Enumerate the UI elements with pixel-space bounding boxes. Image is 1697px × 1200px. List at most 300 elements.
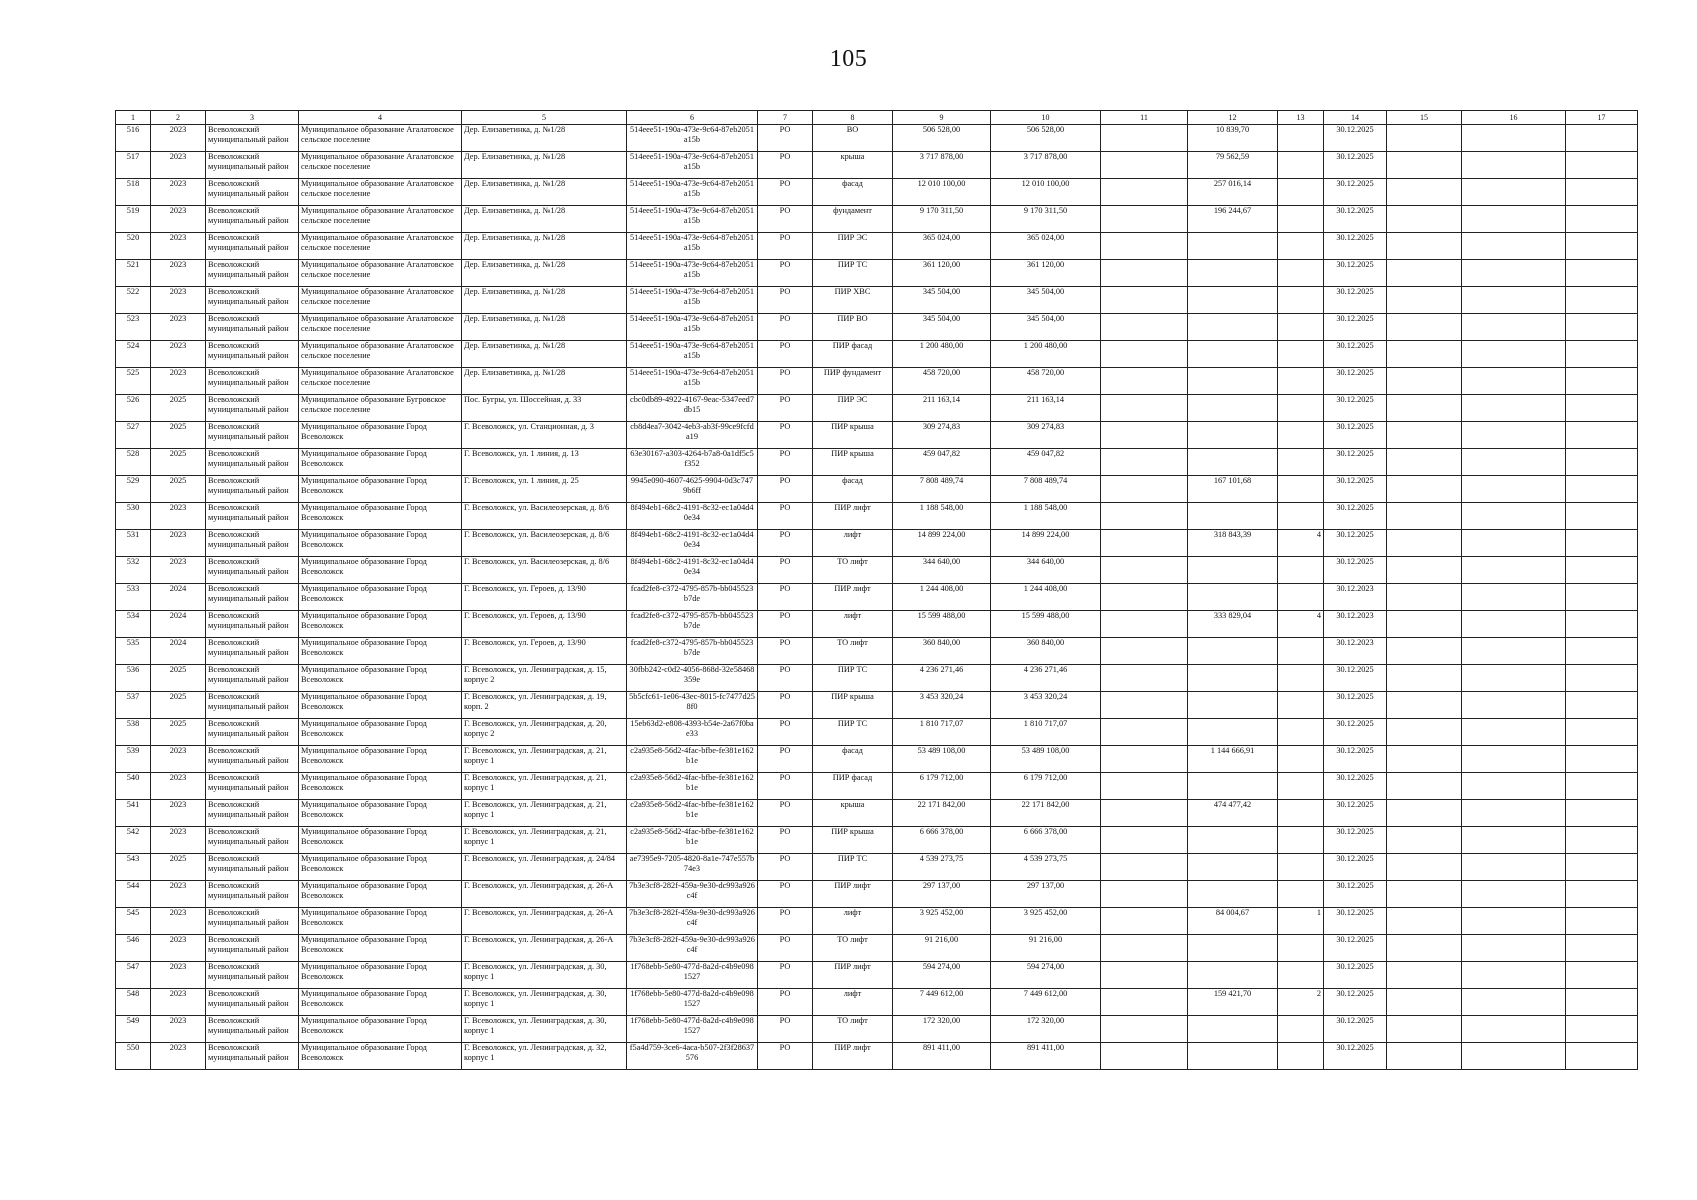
type-cell: РО [758,638,813,665]
cell-11 [1101,422,1188,449]
cell-17 [1566,341,1638,368]
address-cell: Г. Всеволожск, ул. Василеозерская, д. 8/6 [462,557,627,584]
table-row [116,233,1638,260]
cost-share-cell [1188,314,1278,341]
municipality-cell: Муниципальное образование Город Всеволожск [299,827,462,854]
cell-15 [1387,260,1462,287]
code-cell: c2a935e8-56d2-4fac-bfbe-fe381e162b1e [627,800,758,827]
cell-17 [1566,422,1638,449]
code-cell: 514eee51-190a-473e-9c64-87eb2051a15b [627,341,758,368]
code-cell: fcad2fe8-c372-4795-857b-bb045523b7de [627,584,758,611]
code-cell: 7b3e3cf8-282f-459a-9e30-dc993a926c4f [627,935,758,962]
address-cell: Дер. Елизаветинка, д. №1/28 [462,368,627,395]
work-type-cell: ПИР лифт [813,962,893,989]
cell-15 [1387,1043,1462,1070]
municipality-cell: Муниципальное образование Город Всеволожск [299,935,462,962]
table-row [116,341,1638,368]
address-cell: Дер. Елизаветинка, д. №1/28 [462,260,627,287]
municipality-cell: Муниципальное образование Агалатовское сельское поселение [299,341,462,368]
cell-11 [1101,611,1188,638]
cell-13 [1278,692,1324,719]
cell-16 [1462,395,1566,422]
code-cell: 8f494eb1-68c2-4191-8c32-ec1a04d40e34 [627,503,758,530]
type-cell: РО [758,989,813,1016]
year-cell: 2023 [151,530,206,557]
cell-15 [1387,530,1462,557]
cell-16 [1462,746,1566,773]
work-type-cell: ПИР ЭС [813,233,893,260]
district-cell: Всеволожский муниципальный район [206,908,299,935]
amount-cell: 1 244 408,00 [893,584,991,611]
date-cell: 30.12.2025 [1324,314,1387,341]
municipality-cell: Муниципальное образование Агалатовское сельское поселение [299,206,462,233]
amount-cell: 91 216,00 [991,935,1101,962]
amount-cell: 6 179 712,00 [893,773,991,800]
code-cell: cbc0db89-4922-4167-9eac-5347eed7db15 [627,395,758,422]
cell-16 [1462,854,1566,881]
municipality-cell: Муниципальное образование Город Всеволожск [299,638,462,665]
type-cell: РО [758,368,813,395]
cell-17 [1566,962,1638,989]
cell-17 [1566,476,1638,503]
cell-15 [1387,611,1462,638]
cell-15 [1387,206,1462,233]
cell-17 [1566,989,1638,1016]
amount-cell: 1 188 548,00 [893,503,991,530]
cell-13 [1278,206,1324,233]
cost-share-cell [1188,827,1278,854]
code-cell: cb8d4ea7-3042-4eb3-ab3f-99ce9fcfda19 [627,422,758,449]
cell-13 [1278,395,1324,422]
cell-17 [1566,179,1638,206]
cell-15 [1387,1016,1462,1043]
district-cell: Всеволожский муниципальный район [206,314,299,341]
municipality-cell: Муниципальное образование Город Всеволожск [299,557,462,584]
district-cell: Всеволожский муниципальный район [206,395,299,422]
cell-11 [1101,152,1188,179]
cost-share-cell [1188,422,1278,449]
cell-16 [1462,935,1566,962]
type-cell: РО [758,773,813,800]
row-number-cell: 540 [116,773,151,800]
work-type-cell: ПИР лифт [813,584,893,611]
date-cell: 30.12.2025 [1324,719,1387,746]
year-cell: 2023 [151,314,206,341]
table-row [116,1043,1638,1070]
code-cell: 63e30167-a303-4264-b7a8-0a1df5c5f352 [627,449,758,476]
column-header: 15 [1387,111,1462,125]
cell-11 [1101,260,1188,287]
cell-16 [1462,260,1566,287]
municipality-cell: Муниципальное образование Агалатовское сельское поселение [299,368,462,395]
cell-13: 4 [1278,530,1324,557]
cell-15 [1387,341,1462,368]
date-cell: 30.12.2025 [1324,1043,1387,1070]
address-cell: Г. Всеволожск, ул. Ленинградская, д. 21, корпус 1 [462,827,627,854]
amount-cell: 3 453 320,24 [893,692,991,719]
year-cell: 2023 [151,827,206,854]
district-cell: Всеволожский муниципальный район [206,449,299,476]
table-row [116,719,1638,746]
cell-16 [1462,1043,1566,1070]
amount-cell: 3 925 452,00 [991,908,1101,935]
cost-share-cell [1188,368,1278,395]
work-type-cell: ПИР фундамент [813,368,893,395]
date-cell: 30.12.2025 [1324,260,1387,287]
year-cell: 2024 [151,638,206,665]
table-row [116,989,1638,1016]
cell-13 [1278,665,1324,692]
amount-cell: 309 274,83 [893,422,991,449]
cell-13 [1278,314,1324,341]
district-cell: Всеволожский муниципальный район [206,1016,299,1043]
address-cell: Дер. Елизаветинка, д. №1/28 [462,341,627,368]
district-cell: Всеволожский муниципальный район [206,476,299,503]
amount-cell: 14 899 224,00 [991,530,1101,557]
table-row [116,287,1638,314]
table-row [116,827,1638,854]
cell-16 [1462,530,1566,557]
cell-11 [1101,395,1188,422]
cell-13 [1278,800,1324,827]
cell-15 [1387,233,1462,260]
cost-share-cell [1188,341,1278,368]
amount-cell: 53 489 108,00 [893,746,991,773]
cell-17 [1566,125,1638,152]
amount-cell: 22 171 842,00 [991,800,1101,827]
code-cell: 7b3e3cf8-282f-459a-9e30-dc993a926c4f [627,881,758,908]
row-number-cell: 543 [116,854,151,881]
row-number-cell: 549 [116,1016,151,1043]
table-row [116,449,1638,476]
date-cell: 30.12.2025 [1324,1016,1387,1043]
address-cell: Дер. Елизаветинка, д. №1/28 [462,233,627,260]
work-type-cell: ПИР ТС [813,719,893,746]
amount-cell: 9 170 311,50 [893,206,991,233]
cell-15 [1387,827,1462,854]
municipality-cell: Муниципальное образование Агалатовское сельское поселение [299,233,462,260]
address-cell: Г. Всеволожск, ул. Ленинградская, д. 21, корпус 1 [462,773,627,800]
amount-cell: 12 010 100,00 [991,179,1101,206]
code-cell: 7b3e3cf8-282f-459a-9e30-dc993a926c4f [627,908,758,935]
amount-cell: 344 640,00 [991,557,1101,584]
cell-17 [1566,260,1638,287]
address-cell: Г. Всеволожск, ул. Ленинградская, д. 26-А [462,908,627,935]
date-cell: 30.12.2025 [1324,206,1387,233]
cost-share-cell: 159 421,70 [1188,989,1278,1016]
municipality-cell: Муниципальное образование Город Всеволожск [299,476,462,503]
code-cell: c2a935e8-56d2-4fac-bfbe-fe381e162b1e [627,827,758,854]
cell-11 [1101,908,1188,935]
cell-13 [1278,287,1324,314]
cell-17 [1566,557,1638,584]
work-type-cell: ПИР лифт [813,1043,893,1070]
amount-cell: 211 163,14 [991,395,1101,422]
cell-17 [1566,773,1638,800]
row-number-cell: 516 [116,125,151,152]
work-type-cell: лифт [813,530,893,557]
district-cell: Всеволожский муниципальный район [206,962,299,989]
cell-13: 4 [1278,611,1324,638]
municipality-cell: Муниципальное образование Агалатовское сельское поселение [299,260,462,287]
cell-17 [1566,692,1638,719]
row-number-cell: 520 [116,233,151,260]
amount-cell: 7 449 612,00 [991,989,1101,1016]
cell-15 [1387,368,1462,395]
page-number: 105 [829,46,868,72]
municipality-cell: Муниципальное образование Агалатовское сельское поселение [299,314,462,341]
type-cell: РО [758,935,813,962]
cell-17 [1566,827,1638,854]
district-cell: Всеволожский муниципальный район [206,665,299,692]
work-type-cell: ВО [813,125,893,152]
cell-13 [1278,773,1324,800]
table-row [116,557,1638,584]
cell-16 [1462,827,1566,854]
cost-share-cell: 84 004,67 [1188,908,1278,935]
year-cell: 2024 [151,584,206,611]
cell-11 [1101,530,1188,557]
cell-15 [1387,314,1462,341]
table-row [116,665,1638,692]
municipality-cell: Муниципальное образование Агалатовское сельское поселение [299,125,462,152]
year-cell: 2023 [151,989,206,1016]
code-cell: 514eee51-190a-473e-9c64-87eb2051a15b [627,125,758,152]
district-cell: Всеволожский муниципальный район [206,179,299,206]
district-cell: Всеволожский муниципальный район [206,152,299,179]
type-cell: РО [758,800,813,827]
cost-share-cell: 79 562,59 [1188,152,1278,179]
date-cell: 30.12.2025 [1324,800,1387,827]
column-header: 1 [116,111,151,125]
cell-15 [1387,449,1462,476]
type-cell: РО [758,314,813,341]
cell-11 [1101,314,1188,341]
column-header: 17 [1566,111,1638,125]
type-cell: РО [758,692,813,719]
amount-cell: 7 808 489,74 [991,476,1101,503]
work-type-cell: ТО лифт [813,935,893,962]
work-type-cell: лифт [813,989,893,1016]
type-cell: РО [758,611,813,638]
cell-17 [1566,719,1638,746]
municipality-cell: Муниципальное образование Город Всеволожск [299,422,462,449]
address-cell: Г. Всеволожск, ул. Героев, д. 13/90 [462,638,627,665]
column-header: 9 [893,111,991,125]
date-cell: 30.12.2025 [1324,422,1387,449]
amount-cell: 297 137,00 [991,881,1101,908]
cost-share-cell [1188,584,1278,611]
table-row [116,152,1638,179]
date-cell: 30.12.2023 [1324,611,1387,638]
cell-17 [1566,881,1638,908]
type-cell: РО [758,503,813,530]
type-cell: РО [758,233,813,260]
cell-11 [1101,233,1188,260]
work-type-cell: ПИР фасад [813,773,893,800]
type-cell: РО [758,179,813,206]
amount-cell: 4 236 271,46 [991,665,1101,692]
table-row [116,773,1638,800]
code-cell: 514eee51-190a-473e-9c64-87eb2051a15b [627,368,758,395]
cost-share-cell: 10 839,70 [1188,125,1278,152]
column-header: 13 [1278,111,1324,125]
cost-share-cell: 196 244,67 [1188,206,1278,233]
cell-16 [1462,476,1566,503]
address-cell: Г. Всеволожск, ул. Героев, д. 13/90 [462,584,627,611]
cell-15 [1387,557,1462,584]
work-type-cell: ПИР крыша [813,449,893,476]
cell-11 [1101,773,1188,800]
district-cell: Всеволожский муниципальный район [206,746,299,773]
date-cell: 30.12.2025 [1324,692,1387,719]
municipality-cell: Муниципальное образование Бугровское сельское поселение [299,395,462,422]
date-cell: 30.12.2025 [1324,503,1387,530]
year-cell: 2023 [151,1016,206,1043]
cell-17 [1566,314,1638,341]
column-header: 4 [299,111,462,125]
type-cell: РО [758,665,813,692]
amount-cell: 53 489 108,00 [991,746,1101,773]
address-cell: Г. Всеволожск, ул. Ленинградская, д. 21, корпус 1 [462,800,627,827]
type-cell: РО [758,746,813,773]
amount-cell: 14 899 224,00 [893,530,991,557]
row-number-cell: 537 [116,692,151,719]
district-cell: Всеволожский муниципальный район [206,827,299,854]
table-row [116,800,1638,827]
year-cell: 2025 [151,449,206,476]
cell-16 [1462,665,1566,692]
date-cell: 30.12.2025 [1324,287,1387,314]
year-cell: 2025 [151,422,206,449]
cell-17 [1566,503,1638,530]
cell-11 [1101,557,1188,584]
date-cell: 30.12.2025 [1324,125,1387,152]
cell-16 [1462,719,1566,746]
district-cell: Всеволожский муниципальный район [206,557,299,584]
amount-cell: 4 539 273,75 [893,854,991,881]
amount-cell: 6 666 378,00 [991,827,1101,854]
cell-16 [1462,692,1566,719]
work-type-cell: ПИР лифт [813,503,893,530]
cell-15 [1387,935,1462,962]
cell-11 [1101,125,1188,152]
amount-cell: 6 666 378,00 [893,827,991,854]
date-cell: 30.12.2025 [1324,179,1387,206]
date-cell: 30.12.2025 [1324,449,1387,476]
cell-15 [1387,395,1462,422]
cell-13 [1278,719,1324,746]
cell-16 [1462,503,1566,530]
type-cell: РО [758,962,813,989]
code-cell: c2a935e8-56d2-4fac-bfbe-fe381e162b1e [627,773,758,800]
row-number-cell: 518 [116,179,151,206]
municipality-cell: Муниципальное образование Город Всеволожск [299,1016,462,1043]
work-type-cell: крыша [813,800,893,827]
type-cell: РО [758,476,813,503]
cell-17 [1566,746,1638,773]
district-cell: Всеволожский муниципальный район [206,341,299,368]
cell-13 [1278,179,1324,206]
table-row [116,638,1638,665]
amount-cell: 3 717 878,00 [991,152,1101,179]
address-cell: Дер. Елизаветинка, д. №1/28 [462,287,627,314]
cell-11 [1101,476,1188,503]
district-cell: Всеволожский муниципальный район [206,719,299,746]
cost-share-cell [1188,638,1278,665]
amount-cell: 15 599 488,00 [991,611,1101,638]
cost-share-cell [1188,665,1278,692]
type-cell: РО [758,530,813,557]
cell-17 [1566,1043,1638,1070]
year-cell: 2023 [151,206,206,233]
year-cell: 2025 [151,719,206,746]
address-cell: Г. Всеволожск, ул. Ленинградская, д. 30, корпус 1 [462,962,627,989]
district-cell: Всеволожский муниципальный район [206,503,299,530]
cell-13 [1278,503,1324,530]
row-number-cell: 525 [116,368,151,395]
column-header: 16 [1462,111,1566,125]
code-cell: 30fbb242-c0d2-4056-868d-32e58468359e [627,665,758,692]
code-cell: 8f494eb1-68c2-4191-8c32-ec1a04d40e34 [627,557,758,584]
date-cell: 30.12.2025 [1324,557,1387,584]
row-number-cell: 546 [116,935,151,962]
table-row [116,881,1638,908]
cell-16 [1462,449,1566,476]
cell-15 [1387,638,1462,665]
code-cell: 514eee51-190a-473e-9c64-87eb2051a15b [627,260,758,287]
cell-17 [1566,206,1638,233]
address-cell: Пос. Бугры, ул. Шоссейная, д. 33 [462,395,627,422]
district-cell: Всеволожский муниципальный район [206,368,299,395]
amount-cell: 1 810 717,07 [991,719,1101,746]
work-type-cell: ПИР ВО [813,314,893,341]
address-cell: Г. Всеволожск, ул. Ленинградская, д. 26-А [462,935,627,962]
district-cell: Всеволожский муниципальный район [206,611,299,638]
district-cell: Всеволожский муниципальный район [206,638,299,665]
cell-11 [1101,989,1188,1016]
row-number-cell: 524 [116,341,151,368]
date-cell: 30.12.2025 [1324,881,1387,908]
amount-cell: 345 504,00 [893,287,991,314]
municipality-cell: Муниципальное образование Город Всеволожск [299,908,462,935]
address-cell: Г. Всеволожск, ул. Ленинградская, д. 20, корпус 2 [462,719,627,746]
work-type-cell: ПИР лифт [813,881,893,908]
district-cell: Всеволожский муниципальный район [206,800,299,827]
cost-share-cell [1188,881,1278,908]
cell-11 [1101,449,1188,476]
cost-share-cell [1188,503,1278,530]
cell-11 [1101,692,1188,719]
year-cell: 2023 [151,557,206,584]
year-cell: 2023 [151,125,206,152]
work-type-cell: ПИР крыша [813,422,893,449]
code-cell: 514eee51-190a-473e-9c64-87eb2051a15b [627,179,758,206]
cost-share-cell: 333 829,04 [1188,611,1278,638]
cell-16 [1462,341,1566,368]
table-row [116,908,1638,935]
district-cell: Всеволожский муниципальный район [206,989,299,1016]
row-number-cell: 517 [116,152,151,179]
column-header: 14 [1324,111,1387,125]
table-row [116,611,1638,638]
district-cell: Всеволожский муниципальный район [206,260,299,287]
table-row [116,206,1638,233]
amount-cell: 1 810 717,07 [893,719,991,746]
table-row [116,395,1638,422]
cell-11 [1101,962,1188,989]
amount-cell: 7 808 489,74 [893,476,991,503]
